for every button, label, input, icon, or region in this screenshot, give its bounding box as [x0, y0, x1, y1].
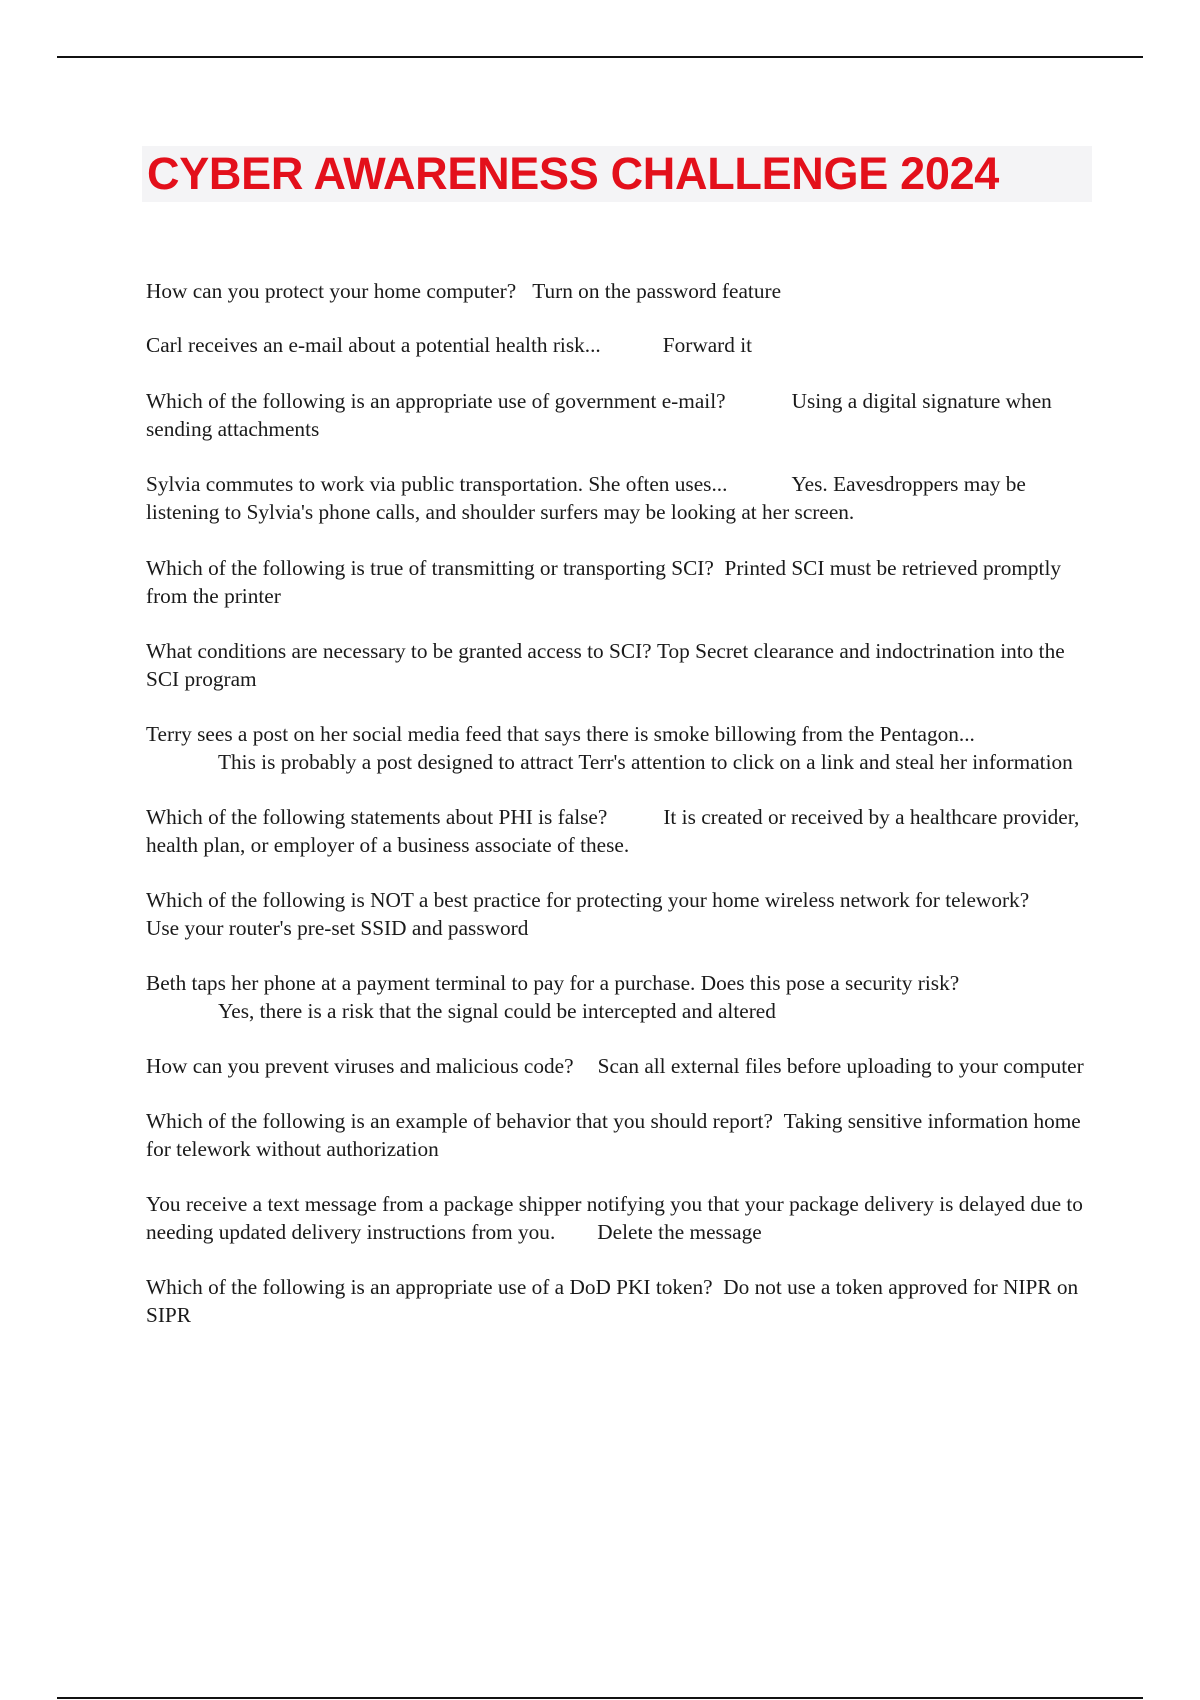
question-text: Which of the following is true of transmitting or transporting SCI?	[146, 556, 714, 580]
question-text: Which of the following is NOT a best practice for protecting your home wireless network for telework?	[146, 888, 1030, 912]
answer-text: Top Secret clearance and indoctrination into the SCI program	[146, 639, 1070, 691]
qa-item	[146, 470, 1090, 526]
header-rule	[57, 56, 1143, 58]
qa-item	[146, 277, 1090, 305]
qa-item	[146, 637, 1090, 693]
answer-text: Printed SCI must be retrieved promptly from the printer	[146, 556, 1067, 608]
answer-text: Turn on the password feature	[532, 279, 782, 303]
answer-text: Delete the message	[597, 1220, 762, 1244]
question-text: You receive a text message from a package shipper notifying you that your package delivery is delayed due to needing updated delivery instructions from you.	[146, 1192, 1089, 1244]
qa-item	[146, 969, 1090, 1025]
qa-item	[146, 387, 1090, 443]
answer-text: Using a digital signature when sending attachments	[146, 389, 1058, 441]
question-text: How can you protect your home computer?	[146, 279, 517, 303]
qa-item	[146, 1190, 1090, 1246]
answer-text: Taking sensitive information home for telework without authorization	[146, 1109, 1087, 1161]
qa-item	[146, 720, 1090, 776]
qa-item	[146, 1107, 1090, 1163]
answer-text: Yes, there is a risk that the signal could be intercepted and altered	[218, 999, 776, 1023]
question-text: Which of the following statements about PHI is false?	[146, 805, 608, 829]
answer-text: Do not use a token approved for NIPR on SIPR	[146, 1275, 1084, 1327]
qa-item	[146, 803, 1090, 859]
question-text: Which of the following is an appropriate use of a DoD PKI token?	[146, 1275, 713, 1299]
question-text: Terry sees a post on her social media feed that says there is smoke billowing from the Pentagon...	[146, 722, 975, 746]
question-text: How can you prevent viruses and malicious code?	[146, 1054, 574, 1078]
qa-item	[146, 886, 1090, 942]
qa-item	[146, 331, 1090, 359]
question-text: Carl receives an e-mail about a potential health risk...	[146, 333, 601, 357]
qa-item	[146, 1273, 1090, 1329]
answer-text: It is created or received by a healthcare provider, health plan, or employer of a business associate of these.	[146, 805, 1085, 857]
answer-text: Use your router's pre-set SSID and password	[146, 916, 529, 940]
question-text: Sylvia commutes to work via public transportation. She often uses...	[146, 472, 728, 496]
question-text: Which of the following is an appropriate use of government e-mail?	[146, 389, 726, 413]
question-text: What conditions are necessary to be granted access to SCI?	[146, 639, 652, 663]
qa-item	[146, 554, 1090, 610]
question-text: Which of the following is an example of behavior that you should report?	[146, 1109, 773, 1133]
answer-text: This is probably a post designed to attract Terr's attention to click on a link and steal her information	[218, 750, 1073, 774]
answer-text: Scan all external files before uploading to your computer	[597, 1054, 1084, 1078]
answer-text: Forward it	[662, 333, 753, 357]
document-title: CYBER AWARENESS CHALLENGE 2024	[147, 148, 1000, 199]
qa-list	[146, 277, 1090, 1329]
qa-item	[146, 1052, 1090, 1080]
footer-rule	[57, 1697, 1143, 1699]
question-text: Beth taps her phone at a payment terminal to pay for a purchase. Does this pose a security risk?	[146, 971, 960, 995]
answer-text: Yes. Eavesdroppers may be listening to Sylvia's phone calls, and shoulder surfers may be looking at her screen.	[146, 472, 1032, 524]
